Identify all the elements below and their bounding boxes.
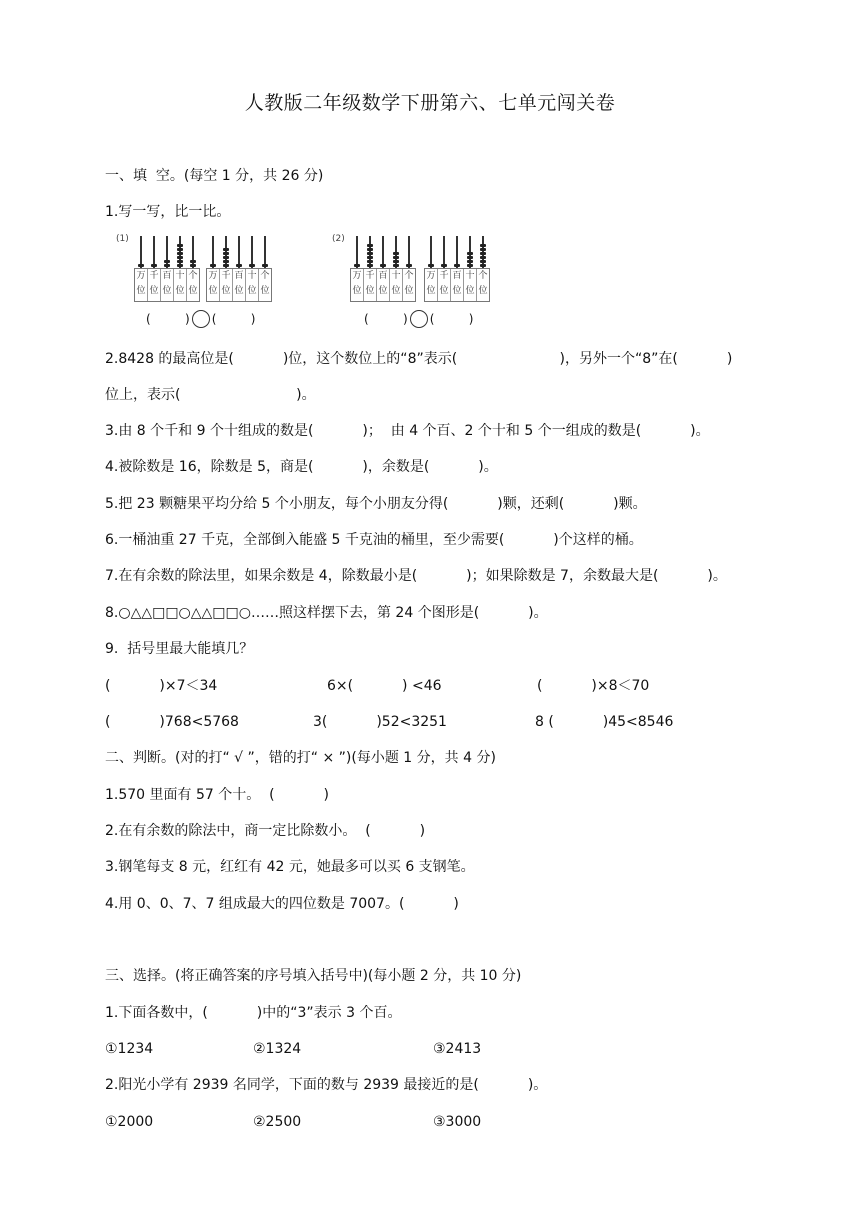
bead <box>249 264 255 267</box>
bead <box>367 260 373 263</box>
bead <box>262 264 268 267</box>
q9-item-1-3: ( )×8＜70 <box>537 678 650 694</box>
bead <box>177 248 183 251</box>
bead <box>480 260 486 263</box>
bead <box>223 252 229 255</box>
compare-1 <box>146 310 255 328</box>
bead <box>454 264 460 267</box>
question-1-2a: 2.8428 的最高位是( )位，这个数位上的“8”表示( )，另外一个“8”在( ) <box>105 351 733 367</box>
bead <box>177 256 183 259</box>
bead <box>223 264 229 267</box>
question-1-7: 7.在有余数的除法里，如果余数是 4，除数最小是( )；如果除数是 7，余数最大是( )。 <box>105 568 727 584</box>
bead <box>380 264 386 267</box>
compare-circle[interactable] <box>192 310 210 328</box>
bead <box>223 260 229 263</box>
bead <box>393 260 399 263</box>
bead <box>393 252 399 255</box>
choice-2-option-1: ①2000 <box>105 1114 154 1130</box>
q9-item-1-1: ( )×7＜34 <box>105 678 218 694</box>
compare-circle[interactable] <box>410 310 428 328</box>
bead <box>480 252 486 255</box>
bead <box>177 244 183 247</box>
bead <box>138 264 144 267</box>
bead <box>467 256 473 259</box>
bead <box>190 260 196 263</box>
question-1-3: 3.由 8 个千和 9 个十组成的数是( )； 由 4 个百、2 个十和 5 个一组成的数是( )。 <box>105 423 710 439</box>
bead <box>428 264 434 267</box>
q9-item-2-3: 8 ( )45<8546 <box>535 714 674 730</box>
place-value-box: 万 位 千 位 百 位 十 位 个 位 <box>424 268 490 302</box>
question-1-2b: 位上，表示( )。 <box>105 387 316 403</box>
bead <box>177 264 183 267</box>
bead <box>223 248 229 251</box>
question-1-5: 5.把 23 颗糖果平均分给 5 个小朋友，每个小朋友分得( )颗，还剩( )颗。 <box>105 496 647 512</box>
bead <box>480 264 486 267</box>
section3-heading: 三、选择。(将正确答案的序号填入括号中)(每小题 2 分，共 10 分) <box>105 968 522 984</box>
bead <box>393 256 399 259</box>
bead <box>236 264 242 267</box>
bead <box>210 264 216 267</box>
bead <box>223 256 229 259</box>
bead <box>467 264 473 267</box>
section2-heading: 二、判断。(对的打“ √ ”，错的打“ × ”)(每小题 1 分，共 4 分) <box>105 750 496 766</box>
compare-1-right-blank[interactable]: ( ) <box>211 312 256 326</box>
bead <box>393 264 399 267</box>
choice-1-option-1: ①1234 <box>105 1041 154 1057</box>
bead <box>467 260 473 263</box>
compare-2 <box>364 310 473 328</box>
compare-2-left-blank[interactable]: ( ) <box>364 312 408 326</box>
abacus-set-1-label: (1) <box>116 234 129 244</box>
bead <box>367 264 373 267</box>
q9-item-1-2: 6×( ) <46 <box>327 678 442 694</box>
section1-heading: 一、填 空。(每空 1 分，共 26 分) <box>105 168 324 184</box>
bead <box>480 248 486 251</box>
place-value-box: 万 位 千 位 百 位 十 位 个 位 <box>134 268 200 302</box>
place-value-box: 万 位 千 位 百 位 十 位 个 位 <box>350 268 416 302</box>
q9-item-2-2: 3( )52<3251 <box>313 714 447 730</box>
choice-question-2: 2.阳光小学有 2939 名同学，下面的数与 2939 最接近的是( )。 <box>105 1077 548 1093</box>
bead <box>367 248 373 251</box>
bead <box>164 260 170 263</box>
abacus-set-2-label: (2) <box>332 234 345 244</box>
question-1-1: 1.写一写，比一比。 <box>105 204 231 220</box>
judge-item-3: 3.钢笔每支 8 元，红红有 42 元，她最多可以买 6 支钢笔。 <box>105 859 475 875</box>
choice-2-option-3: ③3000 <box>433 1114 482 1130</box>
bead <box>441 264 447 267</box>
bead <box>177 252 183 255</box>
question-1-6: 6.一桶油重 27 千克，全部倒入能盛 5 千克油的桶里，至少需要( )个这样的桶。 <box>105 532 643 548</box>
choice-1-option-3: ③2413 <box>433 1041 482 1057</box>
page-title: 人教版二年级数学下册第六、七单元闯关卷 <box>244 92 616 114</box>
judge-item-4: 4.用 0、0、7、7 组成最大的四位数是 7007。( ) <box>105 896 459 912</box>
bead <box>406 264 412 267</box>
choice-question-1: 1.下面各数中，( )中的“3”表示 3 个百。 <box>105 1005 402 1021</box>
bead <box>151 264 157 267</box>
bead <box>164 264 170 267</box>
question-1-4: 4.被除数是 16，除数是 5，商是( )，余数是( )。 <box>105 459 498 475</box>
abacus-figures <box>110 232 510 332</box>
choice-2-option-2: ②2500 <box>253 1114 302 1130</box>
choice-1-option-2: ②1324 <box>253 1041 302 1057</box>
question-1-8: 8.○△△□□○△△□□○……照这样摆下去，第 24 个图形是( )。 <box>105 605 548 621</box>
bead <box>367 256 373 259</box>
compare-2-right-blank[interactable]: ( ) <box>429 312 474 326</box>
bead <box>354 264 360 267</box>
compare-1-left-blank[interactable]: ( ) <box>146 312 190 326</box>
bead <box>190 264 196 267</box>
bead <box>467 252 473 255</box>
judge-item-2: 2.在有余数的除法中，商一定比除数小。 ( ) <box>105 823 426 839</box>
bead <box>480 256 486 259</box>
judge-item-1: 1.570 里面有 57 个十。 ( ) <box>105 787 330 803</box>
place-value-box: 万 位 千 位 百 位 十 位 个 位 <box>206 268 272 302</box>
bead <box>367 244 373 247</box>
bead <box>367 252 373 255</box>
question-1-9: 9. 括号里最大能填几？ <box>105 641 254 657</box>
bead <box>480 244 486 247</box>
bead <box>177 260 183 263</box>
q9-item-2-1: ( )768<5768 <box>105 714 239 730</box>
